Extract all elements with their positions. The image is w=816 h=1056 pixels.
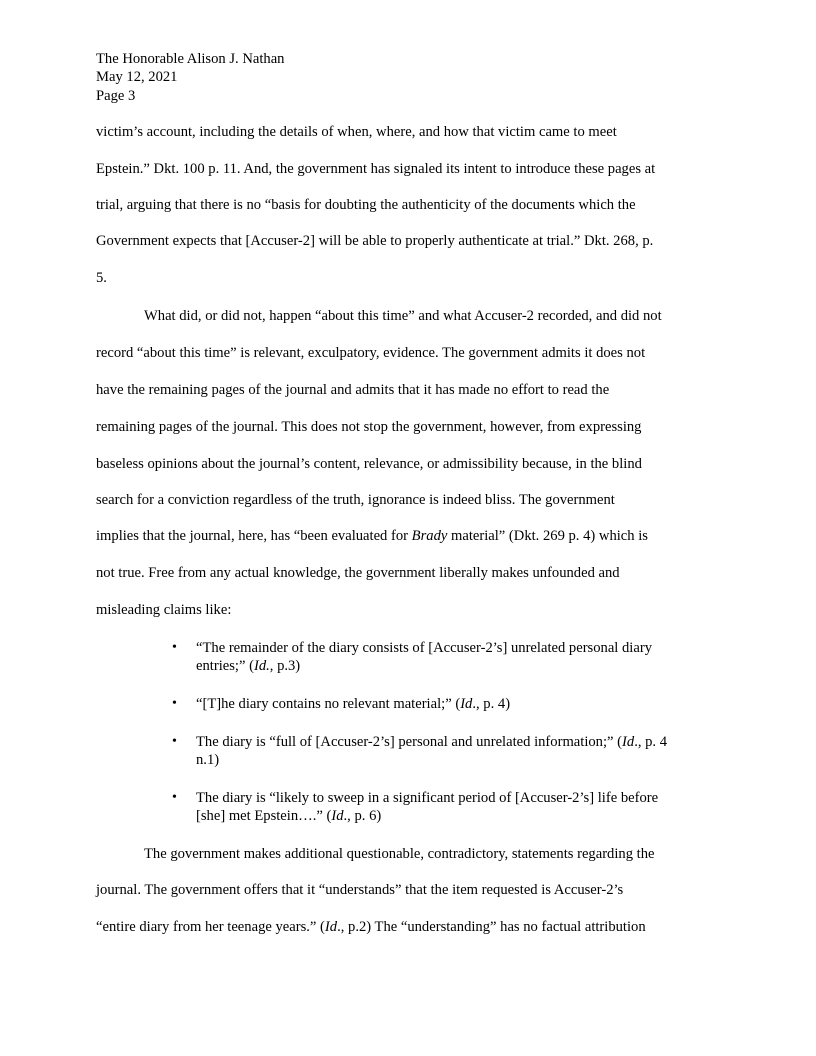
paragraph1-line: Government expects that [Accuser-2] will be able to properly authenticate at trial.” Dkt. 268, p.: [96, 233, 654, 249]
paragraph2-line: search for a conviction regardless of the truth, ignorance is indeed bliss. The government: [96, 492, 615, 508]
bullet-icon: •: [172, 696, 177, 711]
text-segment: ., p. 6): [343, 808, 382, 824]
paragraph2-line: have the remaining pages of the journal and admits that it has made no effort to read the: [96, 382, 610, 398]
paragraph2-line: baseless opinions about the journal’s content, relevance, or admissibility because, in the blind: [96, 456, 642, 472]
bullet-icon: •: [172, 790, 177, 805]
paragraph2-line: not true. Free from any actual knowledge, the government liberally makes unfounded and: [96, 565, 620, 581]
bullet-item-line: [196, 733, 667, 751]
citation-italic: Id: [331, 808, 344, 824]
bullet-icon: •: [172, 734, 177, 749]
paragraph2-line: misleading claims like:: [96, 602, 232, 618]
text-segment: entries;” (: [196, 658, 254, 674]
header-date: May 12, 2021: [96, 69, 178, 85]
text-segment: implies that the journal, here, has “been evaluated for: [96, 528, 412, 544]
text-segment: material” (Dkt. 269 p. 4) which is: [447, 528, 648, 544]
paragraph2-line: record “about this time” is relevant, exculpatory, evidence. The government admits it does not: [96, 345, 646, 361]
text-segment: , p.3): [269, 658, 301, 674]
text-segment: [she] met Epstein….” (: [196, 808, 332, 824]
text-segment: ., p.2) The “understanding” has no factual attribution: [337, 919, 646, 935]
bullet-item-line: [196, 807, 381, 825]
paragraph1-line: 5.: [96, 270, 107, 286]
paragraph2-line: [96, 527, 648, 545]
paragraph3-line: [96, 918, 646, 936]
citation-italic: Id: [324, 919, 338, 935]
text-segment: “[T]he diary contains no relevant material;” (: [196, 696, 461, 712]
bullet-item-line: The diary is “likely to sweep in a significant period of [Accuser-2’s] life before: [196, 790, 659, 806]
paragraph2-line: remaining pages of the journal. This does not stop the government, however, from expressing: [96, 419, 642, 435]
case-name-italic: Brady: [411, 528, 448, 544]
bullet-item-line: [196, 695, 510, 713]
bullet-item-line: n.1): [196, 752, 220, 768]
bullet-item-line: [196, 657, 300, 675]
paragraph1-line: victim’s account, including the details of when, where, and how that victim came to meet: [96, 124, 617, 140]
text-segment: ., p. 4: [634, 734, 668, 750]
paragraph3-line: journal. The government offers that it “understands” that the item requested is Accuser-2’s: [96, 882, 624, 898]
text-segment: The diary is “full of [Accuser-2’s] personal and unrelated information;” (: [196, 734, 623, 750]
paragraph1-line: Epstein.” Dkt. 100 p. 11. And, the government has signaled its intent to introduce these pages at: [96, 161, 656, 177]
text-segment: “entire diary from her teenage years.” (: [96, 919, 325, 935]
header-recipient: The Honorable Alison J. Nathan: [96, 51, 285, 67]
paragraph3-line: The government makes additional questionable, contradictory, statements regarding the: [144, 846, 655, 862]
header-page-number: Page 3: [96, 88, 136, 104]
paragraph2-line: What did, or did not, happen “about this time” and what Accuser-2 recorded, and did not: [144, 308, 662, 324]
bullet-item-line: “The remainder of the diary consists of [Accuser-2’s] unrelated personal diary: [196, 640, 652, 656]
citation-italic: Id: [622, 734, 635, 750]
bullet-icon: •: [172, 640, 177, 655]
citation-italic: Id.: [253, 658, 270, 674]
text-segment: ., p. 4): [472, 696, 511, 712]
citation-italic: Id: [460, 696, 473, 712]
paragraph1-line: trial, arguing that there is no “basis for doubting the authenticity of the documents which the: [96, 197, 636, 213]
